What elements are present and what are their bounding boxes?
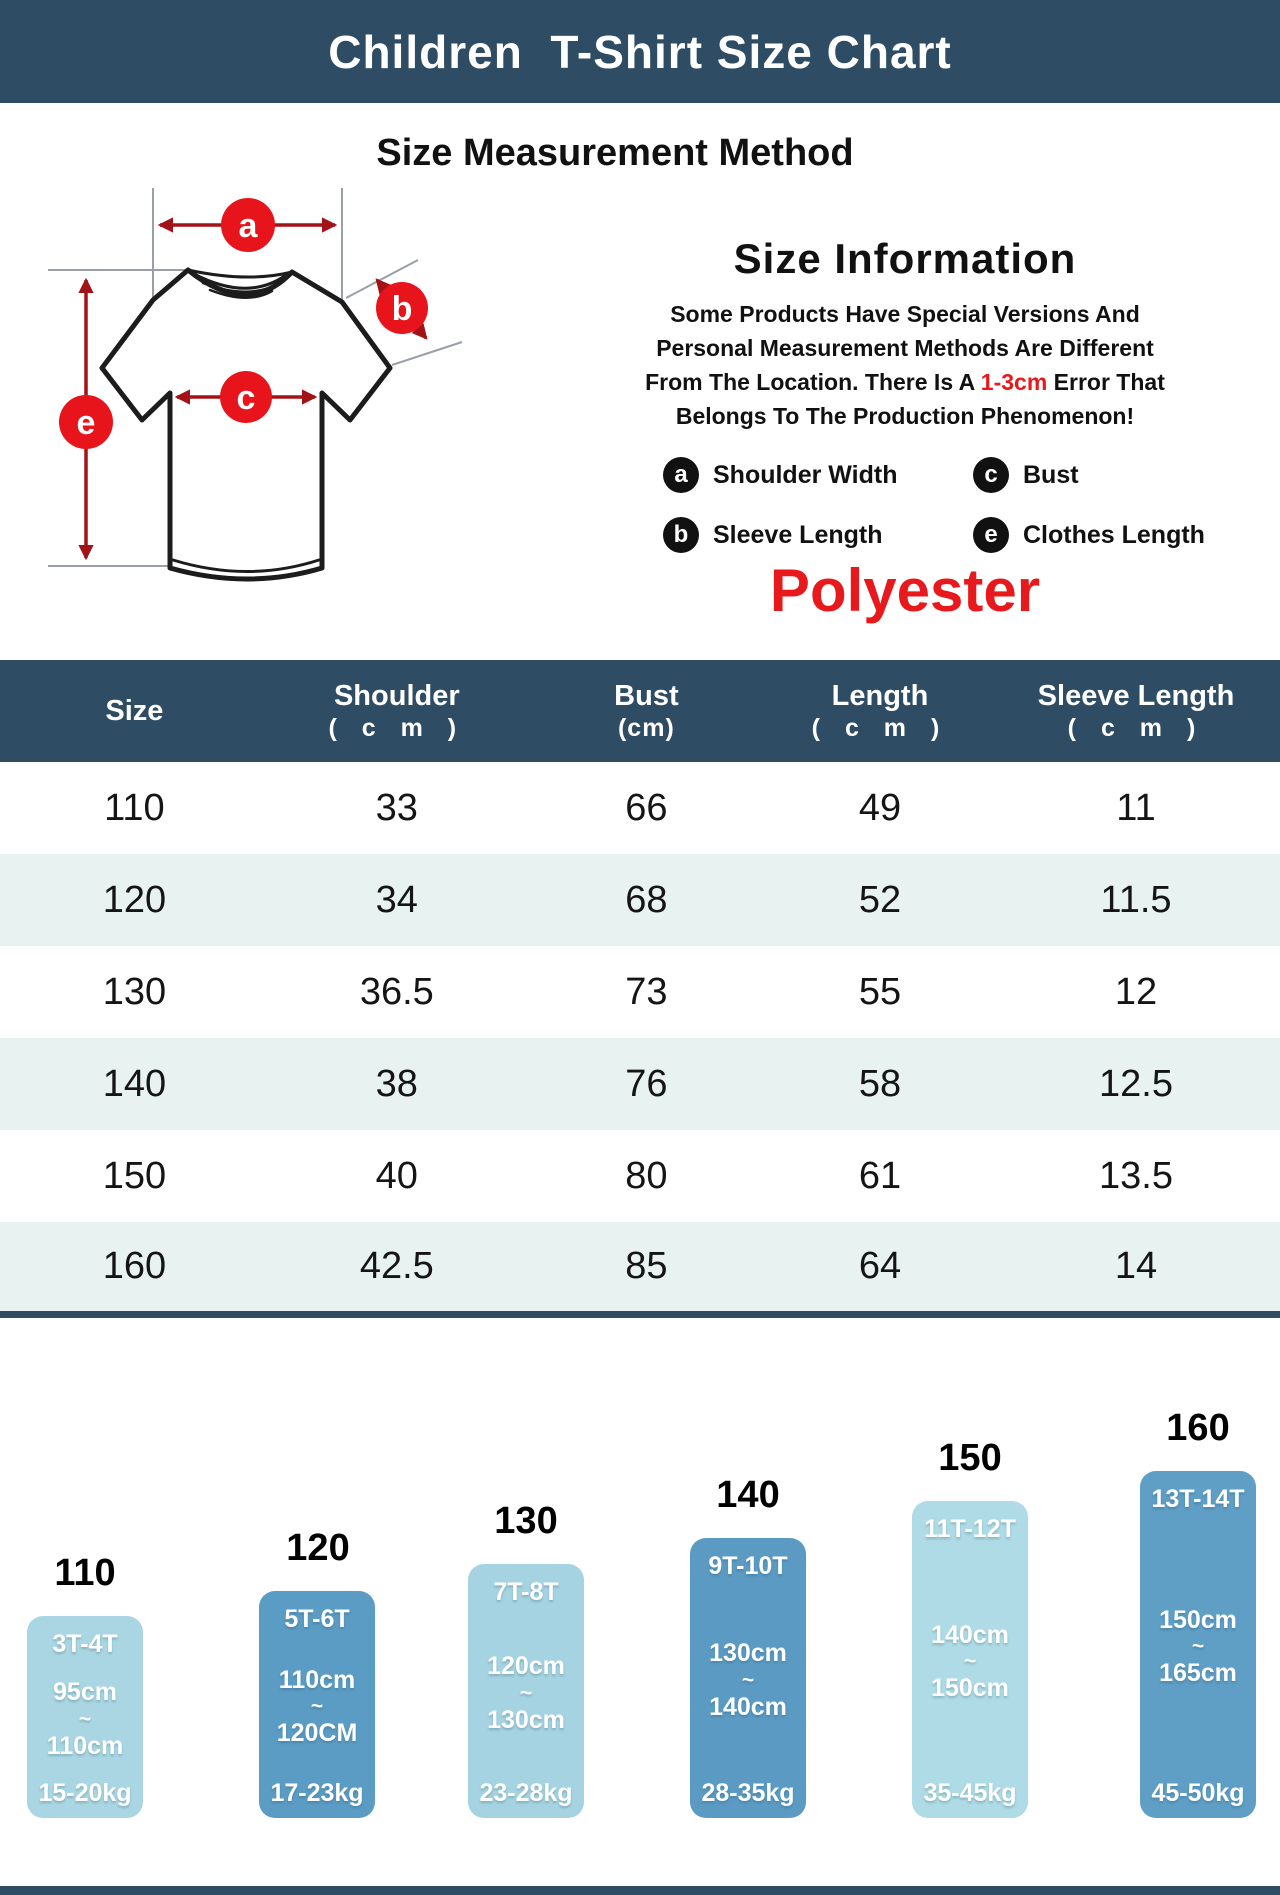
bar-age-range: 3T-4T xyxy=(52,1630,118,1658)
col-header-length: Length ( c m ) xyxy=(811,680,949,742)
legend-item-bust xyxy=(973,457,1205,493)
title-bar xyxy=(0,0,1280,103)
bar-age-range: 13T-14T xyxy=(1151,1485,1245,1513)
size-bar-110 xyxy=(27,1616,143,1818)
size-table-header xyxy=(0,660,1280,762)
bar-label-120: 120 xyxy=(286,1527,350,1569)
bar-age-range: 5T-6T xyxy=(284,1605,350,1633)
legend-item-clothes-length xyxy=(973,517,1205,553)
legend-b-badge: b xyxy=(663,517,699,553)
bar-label-130: 130 xyxy=(494,1500,558,1542)
measurement-method-title: Size Measurement Method xyxy=(376,132,854,174)
bar-weight-range: 23-28kg xyxy=(479,1779,573,1807)
col-header-shoulder: Shoulder ( c m ) xyxy=(328,680,466,742)
marker-c-letter: c xyxy=(236,379,256,417)
bar-label-110: 110 xyxy=(54,1552,116,1594)
info-line-1: Some Products Have Special Versions And xyxy=(670,301,1140,327)
col-header-sleeve-length: Sleeve Length ( c m ) xyxy=(1037,680,1235,742)
legend-e-badge: e xyxy=(973,517,1009,553)
info-line-2: Personal Measurement Methods Are Different xyxy=(656,335,1154,361)
bar-weight-range: 28-35kg xyxy=(701,1779,795,1807)
legend-item-shoulder-width xyxy=(663,457,973,493)
footer-strip xyxy=(0,1886,1280,1895)
size-bar-120 xyxy=(259,1591,375,1818)
size-table xyxy=(0,660,1280,1318)
size-bar-130 xyxy=(468,1564,584,1818)
bar-label-150: 150 xyxy=(938,1437,1002,1479)
bar-weight-range: 17-23kg xyxy=(270,1779,364,1807)
tshirt-outline xyxy=(102,270,390,579)
tshirt-measurement-diagram xyxy=(20,150,490,590)
bar-weight-range: 15-20kg xyxy=(38,1779,132,1807)
bar-age-range: 7T-8T xyxy=(493,1578,559,1606)
size-bar-160 xyxy=(1140,1471,1256,1818)
size-information-heading: Size Information xyxy=(733,235,1077,282)
measurement-legend xyxy=(605,457,1205,553)
bar-label-160: 160 xyxy=(1166,1407,1230,1449)
table-row: 130 36.5 73 55 12 xyxy=(102,970,1158,1013)
legend-c-label: Bust xyxy=(1023,460,1079,489)
size-bar-150 xyxy=(912,1501,1028,1818)
legend-a-label: Shoulder Width xyxy=(713,460,898,489)
table-row: 140 38 76 58 12.5 xyxy=(0,1038,1280,1130)
size-information-section xyxy=(605,235,1205,553)
size-bars-chart xyxy=(0,1320,1280,1895)
legend-b-label: Sleeve Length xyxy=(713,520,883,549)
bar-height-range: 130cm ~ 140cm xyxy=(709,1639,787,1721)
bar-weight-range: 45-50kg xyxy=(1151,1779,1245,1807)
legend-item-sleeve-length xyxy=(663,517,973,553)
marker-e-letter: e xyxy=(76,404,96,442)
bar-height-range: 95cm ~ 110cm xyxy=(46,1678,124,1760)
bar-label-140: 140 xyxy=(716,1474,780,1516)
info-line-4: Belongs To The Production Phenomenon! xyxy=(675,403,1135,429)
bar-height-range: 140cm ~ 150cm xyxy=(931,1620,1009,1702)
col-header-bust: Bust (cm) xyxy=(614,680,679,742)
table-row: 120 34 68 52 11.5 xyxy=(0,854,1280,946)
error-range-highlight: 1-3cm xyxy=(980,369,1048,395)
marker-a-letter: a xyxy=(238,207,258,245)
bar-height-range: 120cm ~ 130cm xyxy=(487,1652,565,1734)
bar-age-range: 11T-12T xyxy=(924,1515,1016,1543)
legend-c-badge: c xyxy=(973,457,1009,493)
legend-a-badge: a xyxy=(663,457,699,493)
table-row: 110 33 66 49 11 xyxy=(104,786,1156,829)
bar-age-range: 9T-10T xyxy=(708,1552,788,1580)
bar-height-range: 110cm ~ 120CM xyxy=(276,1665,358,1747)
legend-e-label: Clothes Length xyxy=(1023,520,1205,549)
bar-height-range: 150cm ~ 165cm xyxy=(1159,1605,1237,1687)
page-title: Children T-Shirt Size Chart xyxy=(328,25,952,78)
marker-b-letter: b xyxy=(391,290,413,328)
col-header-size: Size xyxy=(105,695,164,727)
table-row: 160 42.5 85 64 14 xyxy=(0,1222,1280,1314)
table-row: 150 40 80 61 13.5 xyxy=(102,1154,1173,1197)
size-bar-140 xyxy=(690,1538,806,1818)
bar-weight-range: 35-45kg xyxy=(923,1779,1017,1807)
material-label: Polyester xyxy=(769,557,1041,624)
info-line-3: From The Location. There Is A 1-3cm Error That xyxy=(645,369,1165,395)
